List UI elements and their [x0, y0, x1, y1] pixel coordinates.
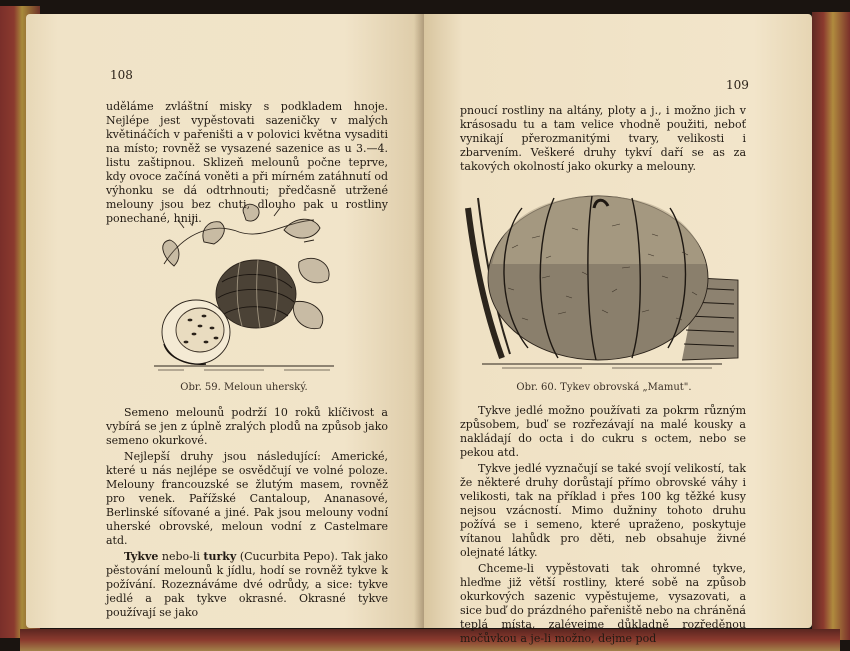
right-top-paragraph — [460, 104, 746, 174]
right-paragraph-2: Tykve jedlé možno používati za pokrm různým způsobem, buď se rozřezávají na malé kousky a nakládají do octa i do cukru s octem, nebo se pekou atd. — [460, 404, 746, 459]
left-top-paragraph-text: uděláme zvláštní misky s podkladem hnoje. Nejlépe jest vypěstovati sazeničky v malých květináčích v pařeništi a v polovici května vysaditi na místo; rovněž se vysazené sazenice as u 3.—4. listu zaštipnou. Sklizeň melounů počne teprve, kdy ovoce začíná voněti a při mírném zatáhnutí od výhonku se dá odtrhnouti; předčasně utržené melouny jsou bez chuti, dlouho pak u rostliny ponechané, hniji. — [106, 100, 388, 225]
left-page — [26, 14, 424, 628]
right-paragraph-3: Tykve jedlé vyznačují se také svojí velikostí, tak že některé druhy dorůstají přímo obrovské váhy i velikosti, tak na příklad i přes 100 kg těžké kusy nejsou vzácností. Mimo dužniny tohoto druhu požívá se i semeno, které upraženo, poskytuje vítanou lahůdk pro děti, neb obsahuje živné olejnaté látky. — [460, 462, 746, 559]
right-lower-text — [460, 404, 746, 646]
pumpkin-engraving — [462, 168, 744, 376]
term-tykve: Tykve — [124, 550, 159, 563]
book-cover-right-edge — [812, 12, 850, 640]
left-paragraph-4-rest: (Cucurbita Pepo). Tak jako pěstování melounů k jídlu, hodí se rovněž tykve k požívání. Rozeznáváme dvé odrůdy, a sice: tykve jedlé a pak tykve okrasné. Okrasné tykve používají se jako — [106, 550, 388, 619]
figure-60-caption: Obr. 60. Tykev obrovská „Mamut". — [516, 382, 692, 393]
left-paragraph-4-mid: nebo-li — [158, 550, 204, 563]
figure-59-caption: Obr. 59. Meloun uherský. — [180, 382, 308, 393]
right-paragraph-4: Chceme-li vypěstovati tak ohromné tykve, hleďme již větší rostliny, které sobě na způsob okurkových sazenic vypěstujeme, vysazovati, a sice buď do prázdného pařeniště nebo na chráněná teplá místa, zalévejme důkladně rozředěnou močůvkou a je-li možno, dejme pod — [460, 562, 746, 645]
watermelon-engraving — [144, 202, 344, 376]
term-turky: turky — [203, 550, 237, 563]
page-number-right: 109 — [726, 78, 749, 92]
left-paragraph-4 — [106, 550, 388, 620]
right-page — [424, 14, 812, 645]
page-number-left: 108 — [110, 68, 133, 82]
right-top-paragraph-text: pnoucí rostliny na altány, ploty a j., i možno jich v krásosadu tu a tam velice vhodně použiti, neboť vynikají přerozmanitými tvary, velikosti i zbarvením. Veškeré druhy tykví daří se as za takových okolností jako okurky a melouny. — [460, 104, 746, 173]
left-paragraph-2: Semeno melounů podrží 10 roků klíčivost a vybírá se jen z úplně zralých plodů na způsob jako semeno okurkové. — [106, 406, 388, 447]
left-paragraph-3: Nejlepší druhy jsou následující: Americké, které u nás nejlépe se osvědčují ve volné poloze. Melouny francouzské se žlutým masem, rovněž pro venek. Pařížské Cantaloup, Ananasové, Berlinské síťované a jiné. Pak jsou melouny vodní uherské obrovské, meloun vodní z Castelmare atd. — [106, 450, 388, 547]
left-lower-text — [106, 406, 388, 620]
